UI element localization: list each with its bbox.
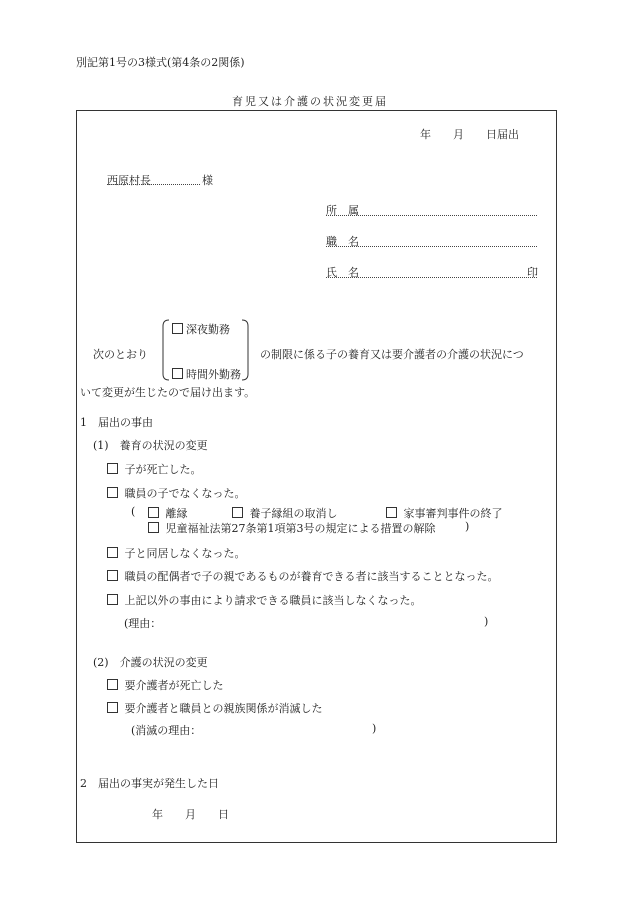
- item-other-reason: [107, 592, 422, 608]
- form-number: 別記第1号の3様式(第4条の2関係): [76, 56, 245, 69]
- child-welfare-checkbox[interactable]: [148, 522, 159, 533]
- extinction-close: ): [372, 722, 377, 735]
- overtime-label: 時間外勤務: [186, 368, 241, 381]
- addressee-honorific: 様: [202, 174, 213, 187]
- opt-divorce: [148, 505, 188, 521]
- care-died-label: 要介護者が死亡した: [124, 679, 224, 692]
- divorce-checkbox[interactable]: [148, 507, 159, 518]
- family-court-label: 家事審判事件の終了: [403, 507, 503, 520]
- child-died-checkbox[interactable]: [107, 463, 118, 474]
- item-not-employee-child: [107, 485, 246, 501]
- section1-heading: 1 届出の事由: [80, 416, 153, 429]
- child-welfare-label: 児童福祉法第27条第1項第3号の規定による措置の解除: [165, 522, 436, 535]
- not-employee-child-label: 職員の子でなくなった。: [124, 487, 246, 500]
- paren-close: ): [465, 520, 470, 533]
- night-work-checkbox[interactable]: [172, 323, 183, 334]
- name-label: 氏 名: [326, 266, 359, 279]
- care-died-checkbox[interactable]: [107, 679, 118, 690]
- form-title: 育児又は介護の状況変更届: [232, 95, 388, 108]
- position-field[interactable]: [326, 246, 537, 247]
- reason-close: ): [484, 615, 489, 628]
- divorce-label: 離縁: [165, 507, 188, 520]
- overtime-checkbox[interactable]: [172, 368, 183, 379]
- opt-family-court: [386, 505, 503, 521]
- adoption-cancel-label: 養子縁組の取消し: [249, 507, 338, 520]
- not-living-together-label: 子と同居しなくなった。: [124, 547, 246, 560]
- sub2-heading: (2) 介護の状況の変更: [93, 656, 208, 669]
- option-night-work: [172, 321, 230, 337]
- intro-line2: いて変更が生じたので届け出ます。: [80, 386, 256, 399]
- item-care-died: [107, 677, 224, 693]
- other-reason-label: 上記以外の事由により請求できる職員に該当しなくなった。: [124, 594, 422, 607]
- left-bracket: [162, 319, 170, 381]
- not-employee-child-checkbox[interactable]: [107, 487, 118, 498]
- kinship-ended-label: 要介護者と職員との親族関係が消滅した: [124, 702, 323, 715]
- item-kinship-ended: [107, 700, 323, 716]
- sub1-heading: (1) 養育の状況の変更: [93, 439, 208, 452]
- option-overtime-work: [172, 366, 241, 382]
- seal-mark: 印: [527, 266, 538, 279]
- item-spouse-can-raise: [107, 568, 499, 584]
- extinction-label: (消滅の理由：: [131, 724, 202, 737]
- spouse-can-raise-checkbox[interactable]: [107, 570, 118, 581]
- addressee-name: 西原村長: [107, 174, 151, 187]
- opt-adoption-cancel: [232, 505, 338, 521]
- child-died-label: 子が死亡した。: [124, 463, 202, 476]
- affiliation-label: 所 属: [326, 204, 359, 217]
- opt-child-welfare: [148, 520, 436, 536]
- not-living-together-checkbox[interactable]: [107, 547, 118, 558]
- right-bracket: [241, 319, 249, 381]
- addressee-dotted-line: [107, 184, 200, 185]
- night-work-label: 深夜勤務: [186, 323, 230, 336]
- occurrence-date: 年 月 日: [152, 808, 229, 821]
- item-not-living-together: [107, 545, 246, 561]
- other-reason-checkbox[interactable]: [107, 594, 118, 605]
- position-label: 職 名: [326, 235, 359, 248]
- submission-date: 年 月 日届出: [420, 128, 519, 141]
- intro-suffix: の制限に係る子の養育又は要介護者の介護の状況につ: [260, 348, 524, 361]
- spouse-can-raise-label: 職員の配偶者で子の親であるものが養育できる者に該当することとなった。: [124, 570, 499, 583]
- name-field[interactable]: [326, 277, 537, 278]
- kinship-ended-checkbox[interactable]: [107, 702, 118, 713]
- family-court-checkbox[interactable]: [386, 507, 397, 518]
- item-child-died: [107, 461, 202, 477]
- adoption-cancel-checkbox[interactable]: [232, 507, 243, 518]
- reason-label: (理由：: [124, 617, 162, 630]
- intro-prefix: 次のとおり: [93, 348, 148, 361]
- affiliation-field[interactable]: [326, 215, 537, 216]
- paren-open: (: [131, 505, 136, 518]
- section2-heading: 2 届出の事実が発生した日: [80, 777, 219, 790]
